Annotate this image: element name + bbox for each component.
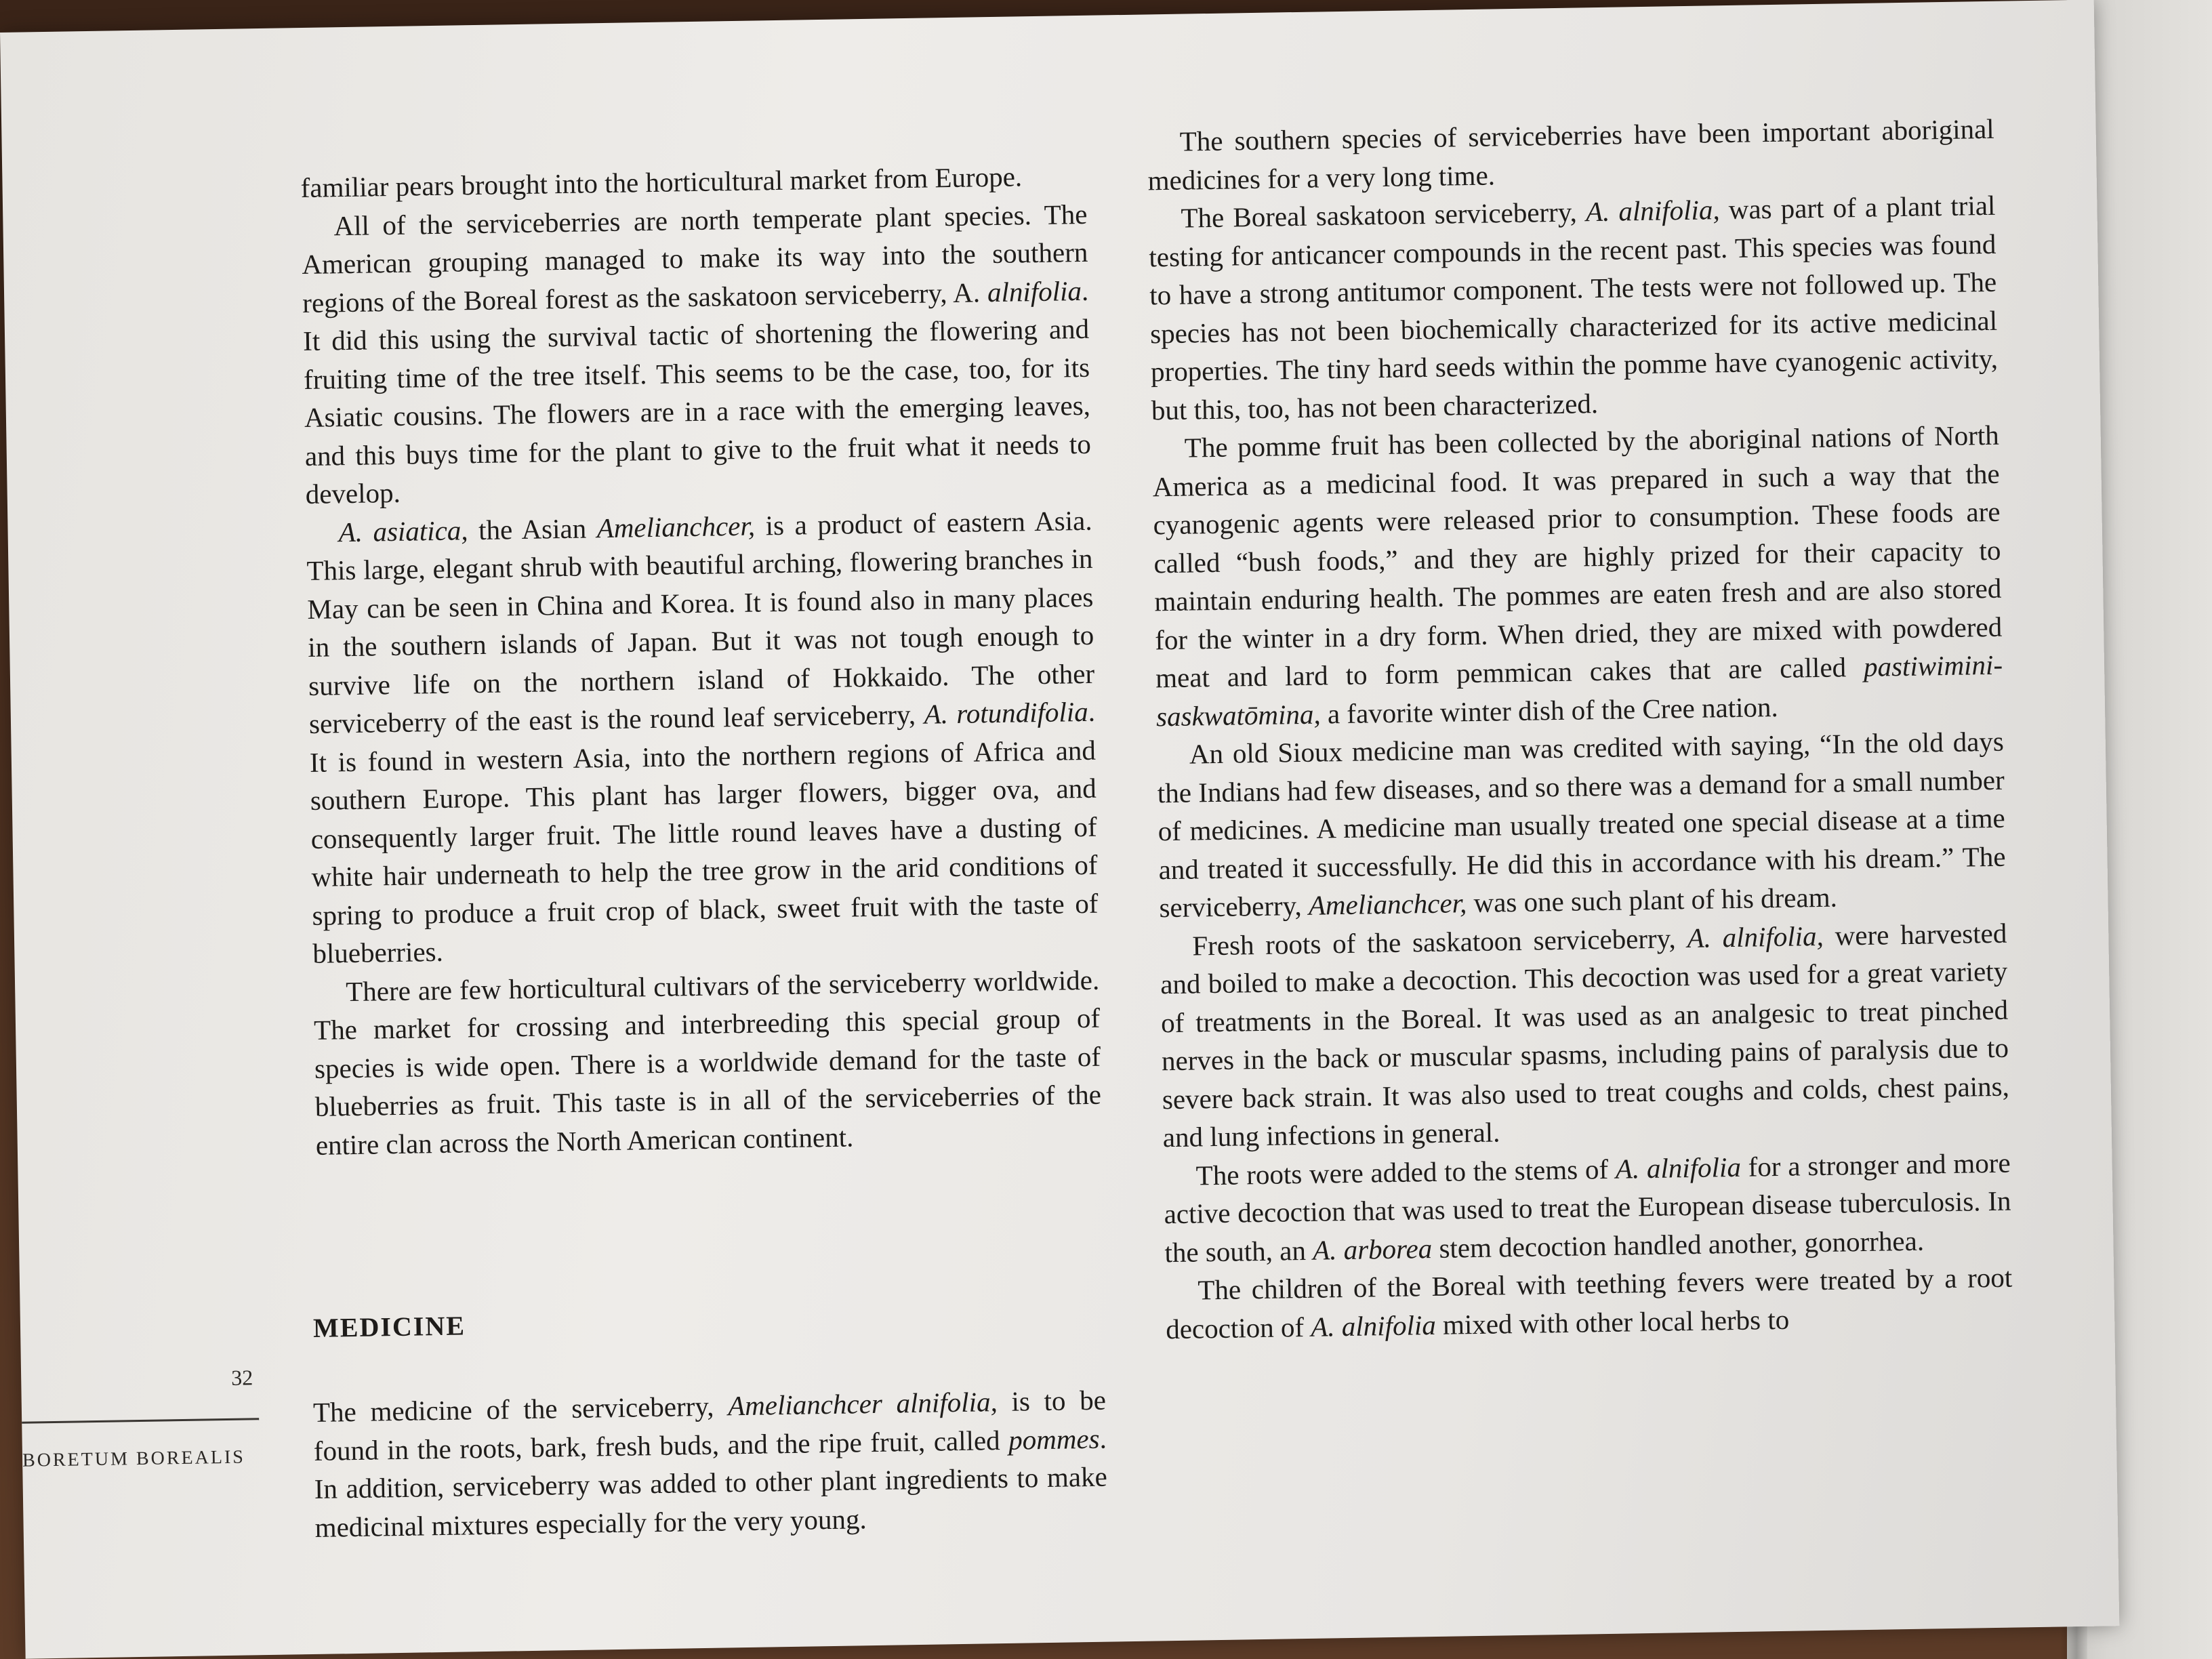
paragraph: Fresh roots of the saskatoon serviceberry, A. alnifolia, were harvested and boiled to make a decoction. This decoction was used for a great variety of treatments in the Boreal. It was used as an analgesic to treat pinched nerves in the back or muscular spasms, including pains of paralysis due to severe back strain. It was also used to treat coughs and colds, chest pains, and lung infections in general. [1160, 917, 2010, 1153]
paragraph: A. asiatica, the Asian Amelianchcer, is a product of eastern Asia. This large, elegant shrub with beautiful arching, flowering branches in May can be seen in China and Korea. It is found also in many places in the southern islands of Japan. But it was not tough enough to survive life on the northern island of Hokkaido. The other serviceberry of the east is the round leaf serviceberry, A. rotundifolia. It is found in western Asia, into the northern regions of Africa and southern Europe. This plant has larger flowers, bigger ova, and consequently larger fruit. The little round leaves have a dusting of white hair underneath to help the tree grow in the arid conditions of spring to produce a fruit crop of black, sweet fruit with the taste of blueberries. [306, 504, 1099, 969]
page-number: 32 [230, 1365, 253, 1390]
right-column [1147, 110, 2013, 1348]
section-heading: MEDICINE [312, 1310, 466, 1343]
running-head: BORETUM BOREALIS [22, 1446, 246, 1471]
paragraph: The roots were added to the stems of A. alnifolia for a stronger and more active decoction that was used to treat the European disease tuberculosis. In the south, an A. arborea stem decoction handled another, gonorrhea. [1164, 1147, 2011, 1268]
paragraph: The pomme fruit has been collected by the aboriginal nations of North America as a medicinal food. It was prepared in such a way that the cyanogenic agents were released prior to consumption. These foods are called “bush foods,” and they are highly prized for their capacity to maintain enduring health. The pommes are eaten fresh and are also stored for the winter in a dry form. When dried, they are mixed with powdered meat and lard to form pemmican cakes that are called pastiwimini-saskwatōmina, a favorite winter dish of the Cree nation. [1152, 419, 2003, 732]
left-column [300, 157, 1102, 1164]
folio-rule [22, 1418, 259, 1423]
paragraph: The southern species of serviceberries have been important aboriginal medicines for a very long time. [1147, 112, 1994, 196]
paragraph: The medicine of the serviceberry, Amelianchcer alnifolia, is to be found in the roots, bark, fresh buds, and the ripe fruit, called pommes. In addition, serviceberry was added to other plant ingredients to make medicinal mixtures especially for the very young. [312, 1384, 1108, 1543]
paragraph: An old Sioux medicine man was credited with saying, “In the old days the Indians had few diseases, and so there was a demand for a small number of medicines. A medicine man usually treated one special disease at a time and treated it successfully. He did this in accordance with his dream.” The serviceberry, Amelianchcer, was one such plant of his dream. [1157, 725, 2006, 924]
medicine-paragraph [313, 1381, 1108, 1547]
paragraph: All of the serviceberries are north temperate plant species. The American grouping managed to make its way into the southern regions of the Boreal forest as the saskatoon serviceberry, A. alnifolia. It did this using the survival tactic of shortening the flowering and fruiting time of the tree itself. This seems to be the case, too, for its Asiatic cousins. The flowers are in a race with the emerging leaves, and this buys time for the plant to give to the fruit what it needs to develop. [302, 198, 1092, 510]
paragraph: familiar pears brought into the horticultural market from Europe. [300, 161, 1023, 204]
paragraph: The children of the Boreal with teething fevers were treated by a root decoction of A. alnifolia mixed with other local herbs to [1165, 1261, 2013, 1345]
paragraph: There are few horticultural cultivars of the serviceberry worldwide. The market for crossing and interbreeding this special group of species is wide open. There is a worldwide demand for the taste of blueberries as fruit. This taste is in all of the serviceberries of the entire clan across the North American continent. [313, 964, 1102, 1161]
paragraph: The Boreal saskatoon serviceberry, A. alnifolia, was part of a plant trial testing for anticancer compounds in the recent past. This species was found to have a strong antitumor component. The tests were not followed up. The species has not been biochemically characterized for its active medicinal properties. The tiny hard seeds within the pomme have cyanogenic activity, but this, too, has not been characterized. [1149, 189, 1999, 426]
